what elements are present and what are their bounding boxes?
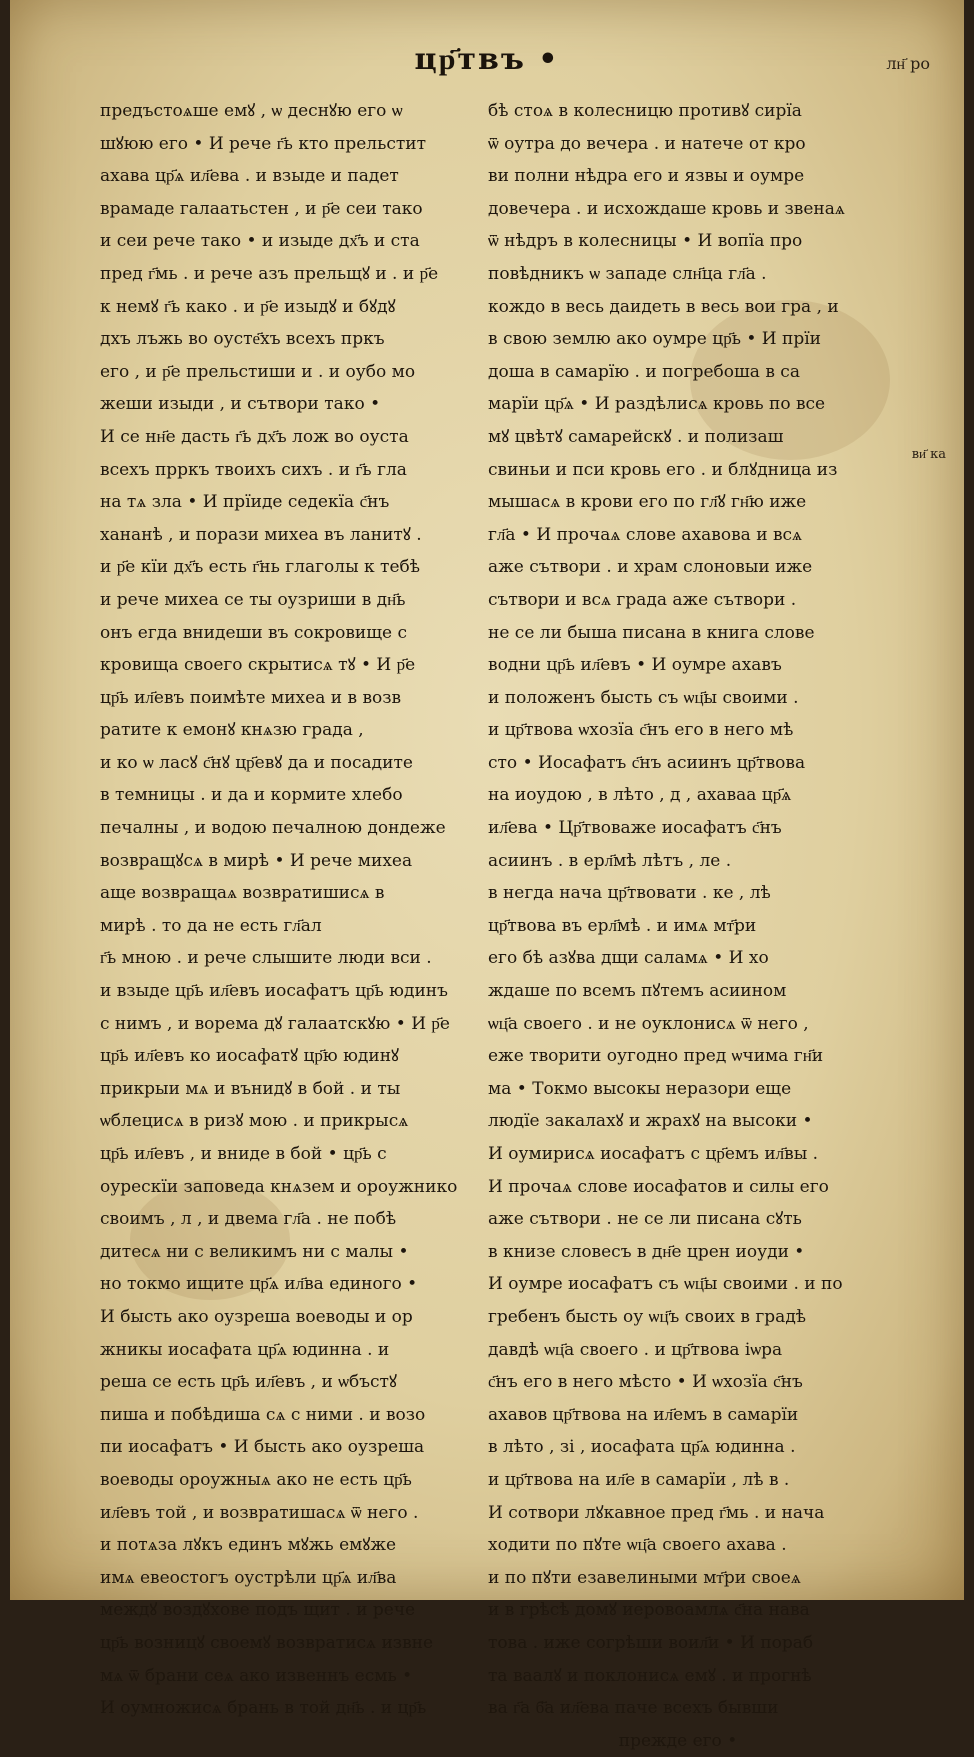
text-line: ва г҃а б҃а ил҃ева паче всехъ бывши <box>488 1698 779 1719</box>
folio-number: лн҃ ро <box>886 54 930 73</box>
text-line: гл҃а • И прочаѧ слове ахавова и всѧ <box>488 524 803 545</box>
text-line: и цр҃твова ѡхозїа с҃нъ его в него мѣ <box>488 720 794 741</box>
text-line: врамаде галаатьстен , и р҃е сеи тако <box>100 198 423 219</box>
text-line: И оумре иосафатъ съ ѡц҃ы своими . и по <box>488 1274 843 1295</box>
text-line: шꙋюю его • И рече г҃ь кто прельстит <box>100 133 426 154</box>
text-line: цр҃ь ил҃евъ ко иосафатꙋ цр҃ю юдинꙋ <box>100 1046 400 1067</box>
text-line: на иоудою , в лѣто , д , ахаваа цр҃ѧ <box>488 785 792 806</box>
text-line: И прочаѧ слове иосафатов и силы его <box>488 1176 829 1197</box>
text-line: прикрыи мѧ и вънидꙋ в бой . и ты <box>100 1078 401 1099</box>
text-line: ѡблецисѧ в ризꙋ мою . и прикрысѧ <box>100 1111 409 1132</box>
text-line: кровища своего скрытисѧ тꙋ • И р҃е <box>100 655 416 676</box>
text-line: мышасѧ в крови его по гл҃ꙋ гн҃ю иже <box>488 492 807 513</box>
text-line: и р҃е кїи дх҃ъ есть г҃нь глаголы к тебѣ <box>100 557 420 578</box>
text-line: печалны , и водою печалною дондеже <box>100 818 446 839</box>
margin-note: ви҃ ка <box>911 447 946 462</box>
text-line: и ко ѡ ласꙋ с҃нꙋ цр҃евꙋ да и посадите <box>100 752 413 773</box>
text-line: воеводы ороужныѧ ако не есть цр҃ь <box>100 1469 412 1490</box>
text-line: мѧ ѿ брани сеѧ ако извеннъ есмь • <box>100 1665 413 1686</box>
text-line: цр҃ь ил҃евъ поимѣте михеа и в возв <box>100 687 402 708</box>
text-line: водни цр҃ь ил҃евъ • И оумре ахавъ <box>488 655 782 676</box>
text-line: к немꙋ г҃ь како . и р҃е изыдꙋ и бꙋдꙋ <box>100 296 396 317</box>
text-line: това . иже согрѣши воил҃и • И пораб <box>488 1632 814 1653</box>
text-line: и цр҃твова на ил҃е в самарїи , лѣ в . <box>488 1469 790 1490</box>
text-line: мирѣ . то да не есть гл҃ал <box>100 915 322 936</box>
text-line: в книзе словесъ в дн҃е црен иоуди • <box>488 1241 805 1262</box>
text-line: онъ егда внидеши въ сокровище с <box>100 622 408 643</box>
text-line: прежде его • <box>618 1730 738 1751</box>
text-line: ахавов цр҃твова на ил҃емъ в самарїи <box>488 1404 799 1425</box>
text-line: в темницы . и да и кормите хлебо <box>100 785 403 806</box>
text-line: сътвори и всѧ града аже сътвори . <box>488 589 797 610</box>
text-line: в свою землю ако оумре цр҃ь • И прїи <box>488 329 822 350</box>
text-line: ѿ нѣдръ в колесницы • И вопїа про <box>488 231 803 252</box>
text-line: аже сътвори . и храм слоновыи иже <box>488 557 813 578</box>
right-text-column <box>488 95 868 1757</box>
text-line: пред г҃мь . и рече азъ прельщꙋ и . и р҃е <box>100 263 439 284</box>
text-line: но токмо ищите цр҃ѧ ил҃ва единого • <box>100 1274 418 1295</box>
text-line: ма • Токмо высокы неразори еще <box>488 1078 792 1099</box>
text-line: И оумножисѧ брань в той дн҃ь . и цр҃ь <box>100 1698 427 1719</box>
text-line: в лѣто , зі , иосафата цр҃ѧ юдинна . <box>488 1437 796 1458</box>
text-line: и по пꙋти езавелиными мт҃ри своеѧ <box>488 1567 801 1588</box>
text-line: ви полни нѣдра его и язвы и оумре <box>488 166 805 187</box>
text-line: цр҃твова въ ерл҃мѣ . и имѧ мт҃ри <box>488 915 757 936</box>
text-line: цр҃ь возницꙋ своемꙋ возвратисѧ извне <box>100 1632 434 1653</box>
text-line: предъстоѧше емꙋ , ѡ деснꙋю его ѡ <box>100 101 403 121</box>
text-line: та ваалꙋ и поклонисѧ емꙋ . и прогнѣ <box>488 1665 812 1686</box>
text-line: дитесѧ ни с великимъ ни с малы • <box>100 1241 409 1262</box>
text-line: и положенъ бысть съ ѡц҃ы своими . <box>488 687 799 708</box>
text-line: с҃нъ его в него мѣсто • И ѡхозїа с҃нъ <box>488 1372 803 1393</box>
text-line: в негда нача цр҃твовати . ке , лѣ <box>488 883 771 904</box>
text-line: пиша и побѣдиша сѧ с ними . и возо <box>100 1404 426 1425</box>
text-line: его , и р҃е прельстиши и . и оубо мо <box>100 361 416 382</box>
text-line: бѣ стоѧ в колесницю противꙋ сирїа <box>488 101 802 121</box>
text-line: и сеи рече тако • и изыде дх҃ъ и ста <box>100 231 420 252</box>
running-header: цр҃твъ • <box>414 42 560 77</box>
text-line: пи иосафатъ • И бысть ако оузреша <box>100 1437 425 1458</box>
text-line: оурескїи заповеда кнѧзем и ороужнико <box>100 1176 458 1197</box>
text-line: междꙋ воздꙋхове подъ щит . и рече <box>100 1600 416 1621</box>
text-line: свиньи и пси кровь его . и блꙋдница из <box>488 459 838 480</box>
text-line: аще возвращаѧ возвратишисѧ в <box>100 883 385 904</box>
text-line: людїе закалахꙋ и жрахꙋ на высоки • <box>488 1111 813 1132</box>
text-line: ратите к емонꙋ кнѧзю града , <box>100 720 364 741</box>
text-line: не се ли быша писана в книга слове <box>488 622 815 643</box>
text-line: реша се есть цр҃ь ил҃евъ , и ѡбъстꙋ <box>100 1372 397 1393</box>
text-line: возвращꙋсѧ в мирѣ • И рече михеа <box>100 850 413 871</box>
text-line: давдѣ ѡц҃а своего . и цр҃твова іѡра <box>488 1339 783 1360</box>
text-line: еже творити оугодно пред ѡчима гн҃и <box>488 1046 824 1067</box>
text-line: марїи цр҃ѧ • И раздѣлисѧ кровь по все <box>488 394 826 415</box>
text-line: доша в самарїю . и погребоша в са <box>488 361 800 382</box>
text-line: ждаше по всемъ пꙋтемъ асиином <box>488 981 787 1002</box>
text-line: ил҃евъ той , и возвратишасѧ ѿ него . <box>100 1502 419 1523</box>
text-line: своимъ , л , и двема гл҃а . не побѣ <box>100 1209 397 1230</box>
text-line: И оумирисѧ иосафатъ с цр҃емъ ил҃вы . <box>488 1144 819 1164</box>
text-line: ѡц҃а своего . и не оуклонисѧ ѿ него , <box>488 1013 809 1034</box>
text-line: мꙋ цвѣтꙋ самарейскꙋ . и полизаш <box>488 426 784 447</box>
text-line: аже сътвори . не се ли писана сꙋть <box>488 1209 802 1230</box>
text-line: всехъ прркъ твоихъ сихъ . и г҃ь гла <box>100 459 407 480</box>
text-line: сто • Иосафатъ с҃нъ асиинъ цр҃твова <box>488 752 806 773</box>
text-line: кождо в весь даидеть в весь вои гра , и <box>488 296 839 317</box>
text-line: ходити по пꙋте ѡц҃а своего ахава . <box>488 1535 787 1556</box>
text-line: И се нн҃е дасть г҃ь дх҃ъ лож во оуста <box>100 426 409 447</box>
text-line: ахава цр҃ѧ ил҃ева . и взыде и падет <box>100 166 399 187</box>
text-line: повѣдникъ ѡ западе слн҃ца гл҃а . <box>488 263 767 284</box>
text-line: довечера . и исхождаше кровь и звенаѧ <box>488 198 845 219</box>
text-line: и в грѣсѣ домꙋ иеровоамлѧ с҃на нава <box>488 1600 810 1621</box>
text-line: на тѧ зла • И прїиде седекїа с҃нъ <box>100 492 390 513</box>
text-line: и потѧза лꙋкъ единъ мꙋжь емꙋже <box>100 1535 397 1556</box>
text-line: асиинъ . в ерл҃мѣ лѣтъ , ле . <box>488 850 732 871</box>
text-line: с нимъ , и ворема дꙋ галаатскꙋю • И р҃е <box>100 1013 450 1034</box>
text-line: и рече михеа се ты оузриши в дн҃ь <box>100 589 406 610</box>
text-line: его бѣ азꙋва дщи саламѧ • И хо <box>488 948 769 969</box>
manuscript-page <box>10 0 964 1751</box>
text-line: жникы иосафата цр҃ѧ юдинна . и <box>100 1339 390 1360</box>
text-line: цр҃ь ил҃евъ , и вниде в бой • цр҃ь с <box>100 1144 387 1164</box>
text-line: и взыде цр҃ь ил҃евъ иосафатъ цр҃ь юдинъ <box>100 981 448 1002</box>
text-line: имѧ евеостогъ оустрѣли цр҃ѧ ил҃ва <box>100 1567 397 1588</box>
text-line: дхъ лъжь во оусте҃хъ всехъ пркъ <box>100 329 385 350</box>
text-line: ѿ оутра до вечера . и натече от кро <box>488 133 806 154</box>
text-line: гребенъ бысть оу ѡц҃ъ своих в градѣ <box>488 1306 807 1327</box>
text-line: И бысть ако оузреша воеводы и ор <box>100 1306 413 1327</box>
text-line: ил҃ева • Цр҃твоваже иосафатъ с҃нъ <box>488 818 782 839</box>
text-line: И сотвори лꙋкавное пред г҃мь . и нача <box>488 1502 825 1523</box>
text-line: г҃ь мною . и рече слышите люди вси . <box>100 948 432 969</box>
text-line: жеши изыди , и сътвори тако • <box>100 394 381 415</box>
text-line: хананѣ , и порази михеа въ ланитꙋ . <box>100 524 422 545</box>
left-text-column <box>100 95 480 1725</box>
